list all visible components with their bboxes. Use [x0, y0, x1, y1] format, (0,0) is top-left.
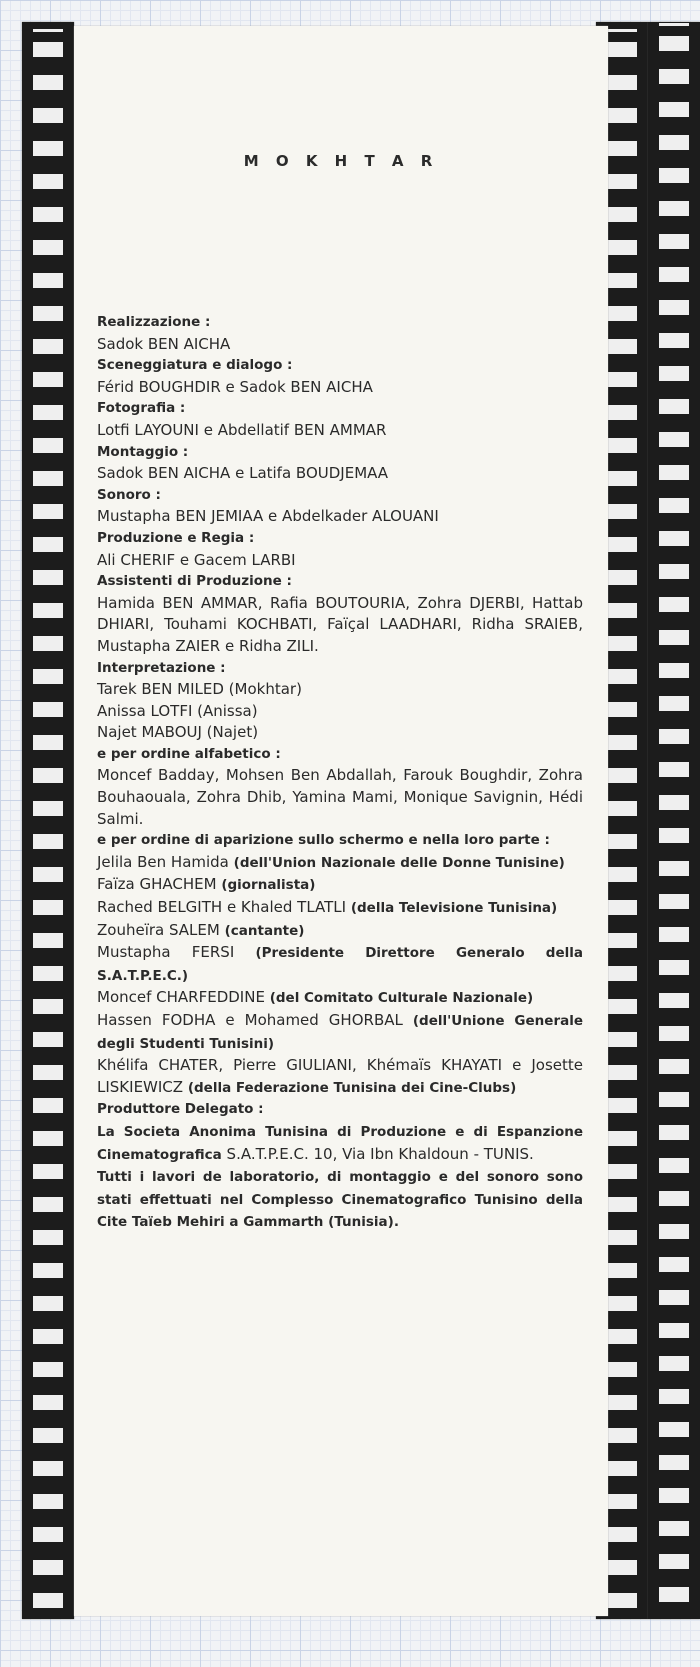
apparizione-role: (dell'Unione Generale degli Studenti Tunisini): [97, 1013, 583, 1052]
apparizione-entry-7: [97, 1010, 583, 1055]
apparizione-role: (giornalista): [221, 877, 316, 894]
interprete-1: Tarek BEN MILED (Mokhtar): [97, 680, 302, 699]
sceneggiatura-value: Férid BOUGHDIR e Sadok BEN AICHA: [97, 377, 373, 396]
apparizione-role: (della Televisione Tunisina): [350, 900, 558, 917]
apparizione-role: (Presidente Direttore Generalo della S.A.T.P.E.C.): [97, 945, 583, 984]
apparizione-label: e per ordine di aparizione sullo schermo e nella loro parte :: [97, 832, 550, 849]
apparizione-role: (della Federazione Tunisina dei Cine-Clubs): [187, 1079, 517, 1096]
assistenti-label: Assistenti di Produzione :: [97, 573, 292, 590]
apparizione-name: Rached BELGITH e Khaled TLATLI: [97, 898, 347, 917]
film-strip-right-outer: [648, 22, 700, 1619]
produttore-label: Produttore Delegato :: [97, 1101, 264, 1118]
apparizione-entry-6: [97, 987, 583, 1010]
apparizione-role: (dell'Union Nazionale delle Donne Tunisine): [233, 854, 565, 871]
apparizione-entry-1: [97, 852, 583, 875]
interprete-3: Najet MABOUJ (Najet): [97, 723, 259, 742]
produttore-company: La Societa Anonima Tunisina di Produzione e di Espanzione Cinematografica: [97, 1123, 583, 1163]
assistenti-value: Hamida BEN AMMAR, Rafia BOUTOURIA, Zohra DJERBI, Hattab DHIARI, Touhami KOCHBATI, Faïçal LAADHARI, Ridha SRAIEB, Mustapha ZAIER e Ridha ZILI.: [97, 593, 583, 655]
alfabetico-label: e per ordine alfabetico :: [97, 745, 281, 762]
fotografia-value: Lotfi LAYOUNI e Abdellatif BEN AMMAR: [97, 420, 387, 439]
apparizione-role: (cantante): [224, 922, 305, 939]
apparizione-name: Mustapha FERSI: [97, 943, 235, 962]
montaggio-value: Sadok BEN AICHA e Latifa BOUDJEMAA: [97, 464, 389, 483]
realizzazione-value: Sadok BEN AICHA: [97, 334, 231, 353]
produttore-value: [97, 1121, 583, 1166]
interpretazione-label: Interpretazione :: [97, 659, 226, 676]
apparizione-name: Zouheïra SALEM: [97, 920, 220, 939]
apparizione-name: Hassen FODHA e Mohamed GHORBAL: [97, 1011, 403, 1029]
produttore-address: S.A.T.P.E.C. 10, Via Ibn Khaldoun - TUNIS.: [226, 1144, 534, 1163]
apparizione-name: Jelila Ben Hamida: [97, 852, 229, 871]
apparizione-entry-2: [97, 874, 583, 897]
realizzazione-label: Realizzazione :: [97, 314, 211, 330]
sonoro-label: Sonoro :: [97, 486, 161, 503]
fotografia-label: Fotografia :: [97, 400, 186, 417]
film-strip-left: [22, 22, 74, 1619]
sonoro-value: Mustapha BEN JEMIAA e Abdelkader ALOUANI: [97, 507, 439, 526]
laboratorio-location: (Tunisia).: [328, 1214, 399, 1231]
credits-list: [97, 312, 583, 1234]
apparizione-entry-4: [97, 920, 583, 943]
interprete-2: Anissa LOTFI (Anissa): [97, 701, 258, 720]
produzione-label: Produzione e Regia :: [97, 529, 255, 546]
page-title: M O K H T A R: [243, 152, 439, 170]
apparizione-entry-5: [97, 942, 583, 987]
alfabetico-value: Moncef Badday, Mohsen Ben Abdallah, Farouk Boughdir, Zohra Bouhaouala, Zohra Dhib, Yamina Mami, Monique Savignin, Hédi Salmi.: [97, 766, 583, 828]
apparizione-role: (del Comitato Culturale Nazionale): [269, 990, 534, 1007]
produzione-value: Ali CHERIF e Gacem LARBI: [97, 550, 296, 569]
apparizione-entry-8: [97, 1055, 583, 1099]
sceneggiatura-label: Sceneggiatura e dialogo :: [97, 357, 293, 374]
apparizione-entry-3: [97, 897, 583, 920]
laboratorio-text: Tutti i lavori de laboratorio, di montaggio e del sonoro sono stati effettuati nel Complesso Cinematografico Tunisino della Cite Taïeb Mehiri a Gammarth: [97, 1169, 583, 1231]
apparizione-name: Moncef CHARFEDDINE: [97, 988, 265, 1007]
laboratorio-note: [97, 1166, 583, 1234]
apparizione-name: Faïza GHACHEM: [97, 875, 217, 894]
montaggio-label: Montaggio :: [97, 443, 189, 460]
apparizione-name: Khélifa CHATER, Pierre GIULIANI, Khémaïs KHAYATI e Josette LISKIEWICZ: [97, 1056, 583, 1096]
